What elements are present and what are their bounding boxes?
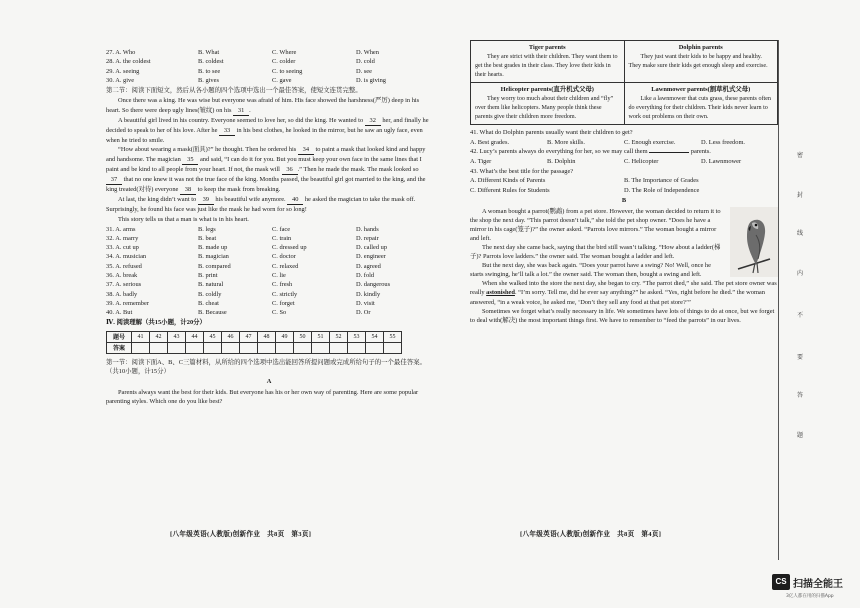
option-item: 28. A. the coldest — [106, 58, 151, 66]
option-item: 39. A. remember — [106, 299, 149, 307]
answer-grid-row-label: 答案 — [107, 342, 132, 353]
binding-char: 封 — [797, 193, 804, 199]
cloze-blank: 31 — [233, 106, 249, 116]
passage-b-label: B — [621, 197, 627, 205]
option-item: D. hands — [356, 225, 379, 233]
opt-top-row — [106, 57, 432, 66]
answer-option: C. Different Rules for Students — [470, 186, 550, 194]
option-item: B. cheat — [198, 299, 219, 307]
answer-number: 47 — [240, 331, 258, 342]
answer-option: D. Less freedom. — [701, 138, 746, 146]
cloze-paragraph — [106, 116, 432, 145]
cloze-text: Once there was a king. He was wise but everyone was afraid of him. His face showed the harshness(严厉) deep in his heart. So there were deep ugly lines(皱纹) on his — [106, 97, 420, 114]
question-43: 43. What’s the best title for the passage? — [470, 167, 574, 175]
options-27-30 — [106, 48, 432, 85]
answer-number: 55 — [384, 331, 402, 342]
lawnmower-title: Lawnmower parents(割草机式父母) — [651, 86, 751, 94]
cloze-blank: 38 — [180, 185, 196, 195]
cloze-text: to paint a mask that looked kind and happy and handsome. The magician — [106, 145, 426, 163]
section2-title: 第二节：阅读下面短文，然后从各小题的四个选项中选出一个最佳答案，使短文连贯完整。 — [106, 87, 362, 95]
answer-grid-header: 题号 — [107, 331, 132, 342]
question-41-options — [470, 138, 778, 148]
answer-cell[interactable] — [240, 342, 258, 353]
opt-cloze-row — [106, 252, 432, 261]
scanner-tagline: 3亿人都在用的扫描App — [786, 594, 834, 599]
cloze-text: .” Then he made the mask. The mask looked so — [297, 166, 419, 174]
dolphin-text: They just want their kids to be happy and healthy. They make sure their kids get enough sleep and exercise. — [628, 53, 768, 69]
binding-char: 要 — [797, 355, 804, 361]
helicopter-title: Helicopter parents(直升机式父母) — [500, 86, 594, 94]
cloze-text: “How about wearing a mask(面具)?” he thought. Then he ordered his — [118, 145, 298, 153]
opt-top-row — [106, 48, 432, 57]
option-item: D. engineer — [356, 253, 386, 261]
option-item: C. forget — [272, 299, 295, 307]
answer-cell[interactable] — [330, 342, 348, 353]
cloze-text: that no one knew it was not the true face of the king. Months passed, the beautiful girl got married to the king, and the king treated(对待) everyone — [106, 176, 426, 194]
cloze-text: her, and finally he decided to speak to her of his love. After he — [106, 116, 429, 134]
answer-cell[interactable] — [222, 342, 240, 353]
opt-cloze-row — [106, 271, 432, 280]
cloze-blank: 32 — [365, 116, 381, 126]
cloze-paragraph — [106, 215, 432, 224]
answer-option: D. Lawnmower — [701, 157, 742, 165]
part1-title: 第一节：阅读下面A、B、C三篇材料，从所给的四个选项中选出能回答所提问题或完成所给句子的一个最佳答案。（共10小题，计15分） — [106, 358, 426, 375]
option-item: D. Or — [356, 309, 371, 317]
left-footer: [八年级英语(人教版)创新作业 共8页 第3页] — [170, 531, 312, 538]
helicopter-text: They worry too much about their children and “fly” over them like helicopters. Many people think these parents give their children more freedom. — [475, 95, 614, 120]
answer-cell[interactable] — [204, 342, 222, 353]
option-item: C. gave — [272, 76, 292, 84]
para4-text-a: When she walked into the store the next day, she began to cry. “The parrot died,” she said. The pet store owner was really — [470, 280, 777, 297]
cloze-blank: 36 — [282, 165, 298, 175]
lawnmower-text: Like a lawnmower that cuts grass, these parents often do everything for their children. Their kids never learn to work out problems on their own. — [628, 95, 771, 120]
question-42-blank — [649, 152, 689, 153]
opt-top-row — [106, 67, 432, 76]
cloze-text: his beautiful wife anymore. — [213, 196, 288, 204]
cloze-text: to keep the mask from breaking. — [196, 186, 281, 194]
answer-number: 50 — [294, 331, 312, 342]
answer-option: D. The Role of Independence — [624, 186, 700, 194]
opt-cloze-row — [106, 308, 432, 317]
option-item: 38. A. badly — [106, 290, 138, 298]
option-item: 36. A. break — [106, 272, 138, 280]
cloze-text: This story tells us that a man is what is in his heart. — [118, 215, 249, 223]
answer-cell[interactable] — [258, 342, 276, 353]
binding-char: 不 — [797, 313, 804, 319]
binding-char: 题 — [797, 433, 804, 439]
passage-b-paragraph: The next day she came back, saying that the bird still wasn’t talking. “How about a ladder(梯子)? Parrots love ladders.” the owner said. The woman bought a ladder and left. — [470, 243, 721, 261]
tiger-cell — [471, 41, 625, 83]
passage-b-paragraph: A woman bought a parrot(鹦鹉) from a pet store. However, the woman decided to return it to the shop the next day. “This parrot doesn’t talk,” she told the pet shop owner. “Does he have a mirror in his cage(笼子)?” the owner asked. “Parrots love mirrors.” The woman bought a mirror and left. — [470, 207, 721, 242]
cloze-paragraph — [106, 96, 432, 115]
answer-number: 54 — [366, 331, 384, 342]
cloze-text: . — [249, 106, 251, 114]
left-page — [106, 0, 432, 406]
opt-cloze-row — [106, 290, 432, 299]
cloze-blank: 33 — [219, 126, 235, 136]
question-42-end: parents. — [689, 148, 711, 156]
option-item: D. visit — [356, 299, 375, 307]
opt-cloze-row — [106, 280, 432, 289]
answer-number: 43 — [168, 331, 186, 342]
cloze-paragraph — [106, 145, 432, 195]
answer-cell[interactable] — [384, 342, 402, 353]
answer-cell[interactable] — [150, 342, 168, 353]
option-item: D. kindly — [356, 290, 381, 298]
passage-b-para-4 — [470, 279, 778, 306]
cloze-blank: 34 — [298, 145, 314, 155]
opt-cloze-row — [106, 225, 432, 234]
cloze-blank: 39 — [198, 195, 214, 205]
option-item: D. fold — [356, 272, 375, 280]
option-item: B. What — [198, 49, 220, 56]
answer-number: 42 — [150, 331, 168, 342]
section4-title: Ⅳ. 阅读理解（共15小题，计20分） — [106, 319, 206, 327]
option-item: D. is giving — [356, 76, 387, 84]
option-item: B. magician — [198, 253, 229, 261]
question-43-options — [470, 176, 778, 195]
option-item: B. Because — [198, 309, 227, 317]
answer-number: 49 — [276, 331, 294, 342]
option-item: C. to seeing — [272, 67, 303, 75]
passage-b-paragraph: But the next day, she was back again. “Does your parrot have a swing? No! Well, once he starts swinging, he’ll talk a lot.” the owner said. The woman then, bought a swing and left. — [470, 262, 711, 279]
option-item: B. coldest — [198, 58, 224, 66]
option-item: 34. A. musician — [106, 253, 147, 261]
option-item: C. dressed up — [272, 244, 307, 252]
passage-b-para-5: Sometimes we forget what’s really necessary in life. We sometimes have lots of things to do at once, but we forget to deal with(解决) the most important things first. We have to remember to “feed the parrots” in our lives. — [470, 307, 775, 324]
opt-cloze-row — [106, 262, 432, 271]
parrot-illustration — [730, 207, 778, 277]
option-item: 32. A. marry — [106, 234, 139, 242]
right-footer: [八年级英语(人教版)创新作业 共8页 第4页] — [520, 531, 662, 538]
answer-option: B. The Importance of Grades — [624, 177, 699, 185]
helicopter-cell — [471, 83, 625, 125]
answer-cell[interactable] — [132, 342, 150, 353]
question-43-option-row — [470, 186, 778, 196]
right-page — [470, 0, 778, 325]
answer-number: 46 — [222, 331, 240, 342]
para4-text-b: . “I’m sorry. Tell me, did he ever say anything?” he asked. “Yes, right before he died.” the woman answered, “in a weak voice, he asked me, ‘Don’t they sell any food at that pet store?’” — [470, 289, 765, 306]
option-item: B. legs — [198, 225, 216, 233]
question-42-options — [470, 157, 778, 167]
answer-number: 45 — [204, 331, 222, 342]
question-41: 41. What do Dolphin parents usually want their children to get? — [470, 129, 633, 137]
option-item: D. cold — [356, 58, 375, 66]
option-item: C. relaxed — [272, 262, 299, 270]
answer-number: 52 — [330, 331, 348, 342]
answer-cell[interactable] — [348, 342, 366, 353]
options-31-40 — [106, 225, 432, 318]
opt-cloze-row — [106, 243, 432, 252]
option-item: D. agreed — [356, 262, 381, 270]
dolphin-title: Dolphin parents — [678, 44, 723, 51]
question-42-text: 42. Lucy’s parents always do everything for her, so we may call them — [470, 148, 650, 156]
cloze-blank: 35 — [182, 155, 198, 165]
lawnmower-cell — [624, 83, 778, 125]
option-item: B. coldly — [198, 290, 222, 298]
binding-char: 线 — [797, 231, 804, 237]
cloze-blank: 37 — [106, 175, 122, 185]
option-item: 31. A. arms — [106, 225, 136, 233]
binding-char: 内 — [797, 271, 804, 277]
binding-strip — [784, 0, 858, 608]
cloze-text: A beautiful girl lived in his country. Everyone seemed to love her, so did the king. He wanted to — [118, 116, 365, 124]
cloze-blank: 40 — [287, 195, 303, 205]
tiger-title: Tiger parents — [528, 44, 566, 51]
answer-number: 48 — [258, 331, 276, 342]
question-42 — [470, 147, 778, 157]
answer-number: 44 — [186, 331, 204, 342]
option-item: 33. A. cut up — [106, 244, 139, 252]
option-item: B. gives — [198, 76, 219, 84]
passage-a-label: A — [266, 378, 272, 386]
answer-cell[interactable] — [312, 342, 330, 353]
cloze-text: in his best clothes, he looked in the mirror, but he saw an ugly face, even when he tried to smile. — [106, 126, 423, 144]
option-item: B. to see — [198, 67, 221, 75]
cloze-passage — [106, 96, 432, 223]
para4-keyword: astonished — [486, 289, 515, 297]
option-item: 27. A. Who — [106, 49, 136, 56]
option-item: C. face — [272, 225, 291, 233]
option-item: 29. A. seeing — [106, 67, 140, 75]
option-item: C. lie — [272, 272, 286, 280]
option-item: B. natural — [198, 281, 224, 289]
cloze-text: he asked the magician to take the mask off. Surprisingly, he found his face was just like the mask he had worn for so long! — [106, 196, 416, 214]
answer-option: A. Tiger — [470, 157, 492, 165]
option-item: C. colder — [272, 58, 296, 66]
answer-option: A. Different Kinds of Parents — [470, 177, 546, 185]
answer-number: 51 — [312, 331, 330, 342]
answer-cell[interactable] — [186, 342, 204, 353]
answer-option: A. Best grades. — [470, 138, 510, 146]
answer-option: B. More skills. — [547, 138, 585, 146]
answer-option: C. Enough exercise. — [624, 138, 676, 146]
option-item: C. fresh — [272, 281, 293, 289]
question-43-option-row — [470, 176, 778, 186]
option-item: C. doctor — [272, 253, 296, 261]
binding-char: 答 — [797, 393, 804, 399]
binding-line — [778, 40, 779, 560]
option-item: D. see — [356, 67, 372, 75]
answer-option: B. Dolphin — [547, 157, 576, 165]
opt-cloze-row — [106, 299, 432, 308]
parenting-styles-table — [470, 40, 778, 125]
option-item: B. beat — [198, 234, 217, 242]
option-item: 37. A. serious — [106, 281, 142, 289]
option-item: 40. A. But — [106, 309, 133, 317]
answer-cell[interactable] — [276, 342, 294, 353]
cloze-text: and said, “I can do it for you. But you must keep your own face in the same lines that I paint and be kind to all people from your heart. If not, the mask will — [106, 155, 422, 174]
binding-char: 密 — [797, 153, 804, 159]
cloze-text: At last, the king didn’t want to — [118, 196, 198, 204]
option-item: B. made up — [198, 244, 228, 252]
option-item: D. When — [356, 49, 379, 56]
option-item: C. strictly — [272, 290, 298, 298]
answer-cell[interactable] — [294, 342, 312, 353]
answer-option: C. Helicopter — [624, 157, 659, 165]
dolphin-cell — [624, 41, 778, 83]
answer-grid — [106, 331, 402, 354]
scanner-name: 扫描全能王 — [793, 579, 843, 590]
option-item: 30. A. give — [106, 76, 135, 84]
cloze-paragraph — [106, 195, 432, 214]
option-item: B. print — [198, 272, 218, 280]
answer-cell[interactable] — [366, 342, 384, 353]
scanner-watermark — [772, 572, 856, 602]
option-item: 35. A. refused — [106, 262, 142, 270]
option-item: C. train — [272, 234, 292, 242]
answer-number: 53 — [348, 331, 366, 342]
tiger-text: They are strict with their children. They want them to get the best grades in their class. They love their kids in their hearts. — [475, 53, 618, 78]
option-item: D. dangerous — [356, 281, 391, 289]
opt-cloze-row — [106, 234, 432, 243]
answer-cell[interactable] — [168, 342, 186, 353]
option-item: B. compared — [198, 262, 231, 270]
option-item: D. called up — [356, 244, 388, 252]
option-item: D. repair — [356, 234, 379, 242]
answer-number: 41 — [132, 331, 150, 342]
scanner-logo-icon: CS — [772, 574, 790, 590]
option-item: C. So — [272, 309, 287, 317]
opt-top-row — [106, 76, 432, 85]
option-item: C. Where — [272, 49, 297, 56]
passage-a-text: Parents always want the best for their kids. But everyone has his or her own way of parenting. Here are some popular parenting styles. Which one do you like best? — [106, 388, 419, 405]
